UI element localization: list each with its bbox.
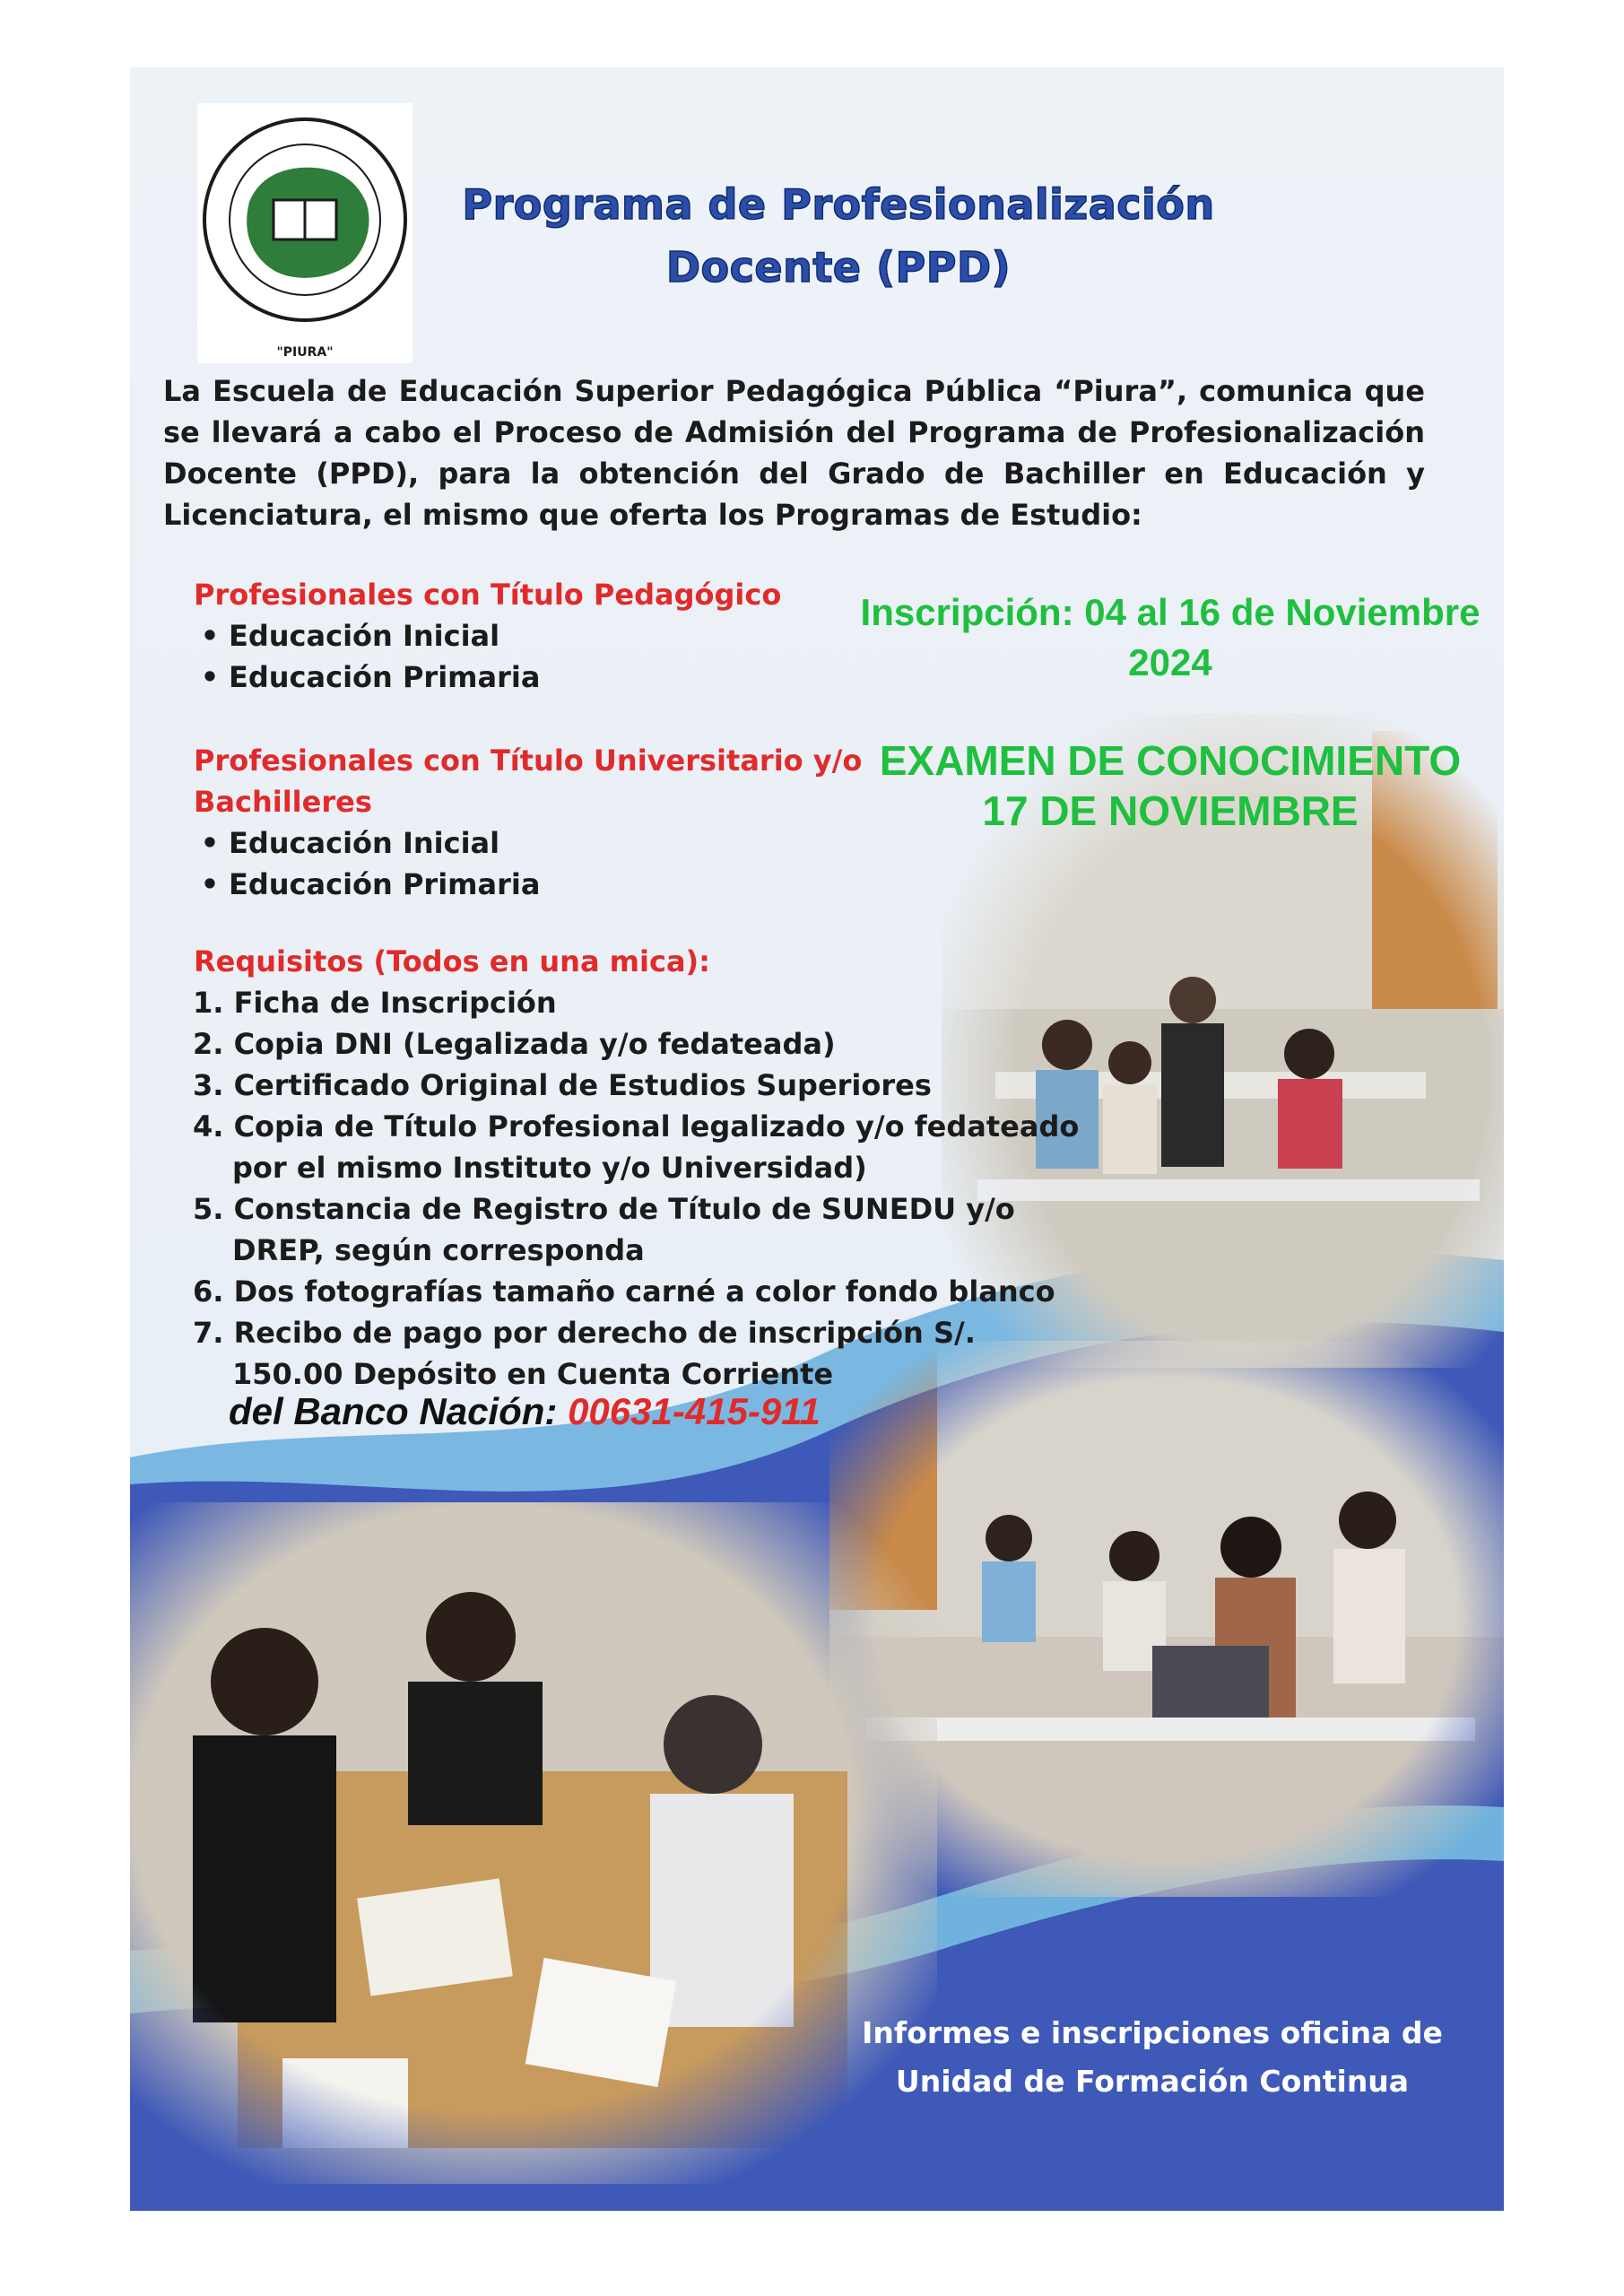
- requirement-item: 5. Constancia de Registro de Título de SUNEDU y/o DREP, según corresponda: [193, 1192, 1015, 1267]
- exam-line-1: EXAMEN DE CONOCIMIENTO: [879, 737, 1462, 784]
- bank-account-number: 00631-415-911: [568, 1390, 821, 1432]
- requirement-item: 3. Certificado Original de Estudios Superiores: [193, 1068, 932, 1102]
- requirement-item: 2. Copia DNI (Legalizada y/o fedateada): [193, 1027, 836, 1061]
- registration-dates: [829, 587, 1504, 688]
- footer-info: [838, 2009, 1466, 2106]
- section1-list: [191, 615, 540, 698]
- requirement-item: 6. Dos fotografías tamaño carné a color fondo blanco: [193, 1274, 1055, 1309]
- section2-title-line-1: Profesionales con Título Universitario y/o: [194, 744, 863, 778]
- open-book-icon: [274, 200, 336, 239]
- requirements-list: [193, 982, 1090, 1395]
- exam-date: [874, 735, 1466, 836]
- list-item: • Educación Inicial: [191, 615, 540, 657]
- requirement-item: 7. Recibo de pago por derecho de inscripción S/. 150.00 Depósito en Cuenta Corriente: [193, 1316, 976, 1391]
- footer-line-1: Informes e inscripciones oficina de: [862, 2015, 1443, 2050]
- list-item: • Educación Primaria: [191, 657, 540, 698]
- bank-account-line: [229, 1390, 821, 1433]
- section-title-universitario: [194, 740, 862, 822]
- title-line-2: Docente (PPD): [665, 243, 1012, 291]
- exam-line-2: 17 DE NOVIEMBRE: [982, 787, 1359, 834]
- list-item: • Educación Inicial: [191, 822, 540, 864]
- logo-bottom-text: "PIURA": [276, 345, 334, 360]
- title-line-1: Programa de Profesionalización: [462, 180, 1215, 229]
- footer-line-2: Unidad de Formación Continua: [895, 2064, 1410, 2099]
- registration-line-1: Inscripción: 04 al 16 de Noviembre: [860, 591, 1481, 633]
- school-logo: [197, 103, 413, 363]
- section2-list: [191, 822, 540, 905]
- table-meeting-photo: [130, 1502, 937, 2184]
- list-item: • Educación Primaria: [191, 864, 540, 905]
- page-title: [435, 173, 1242, 299]
- poster: [130, 67, 1504, 2211]
- intro-paragraph: La Escuela de Educación Superior Pedagógica Pública “Piura”, comunica que se llevará a cabo el Proceso de Admisión del Programa de Profesionalización Docente (PPD), para la obtención del Grado de Bachiller en Educación y Licenciatura, el mismo que oferta los Programas de Estudio:: [163, 374, 1425, 532]
- requirement-item: 1. Ficha de Inscripción: [193, 986, 557, 1020]
- requirements-title: Requisitos (Todos en una mica):: [194, 944, 710, 978]
- registration-line-2: 2024: [1128, 641, 1212, 683]
- section2-title-line-2: Bachilleres: [194, 785, 372, 819]
- requirement-item: 4. Copia de Título Profesional legalizado y/o fedateado por el mismo Instituto y/o Universidad): [193, 1109, 1080, 1185]
- section-title-pedagogico: Profesionales con Título Pedagógico: [194, 578, 782, 612]
- bank-label: del Banco Nación:: [229, 1390, 558, 1432]
